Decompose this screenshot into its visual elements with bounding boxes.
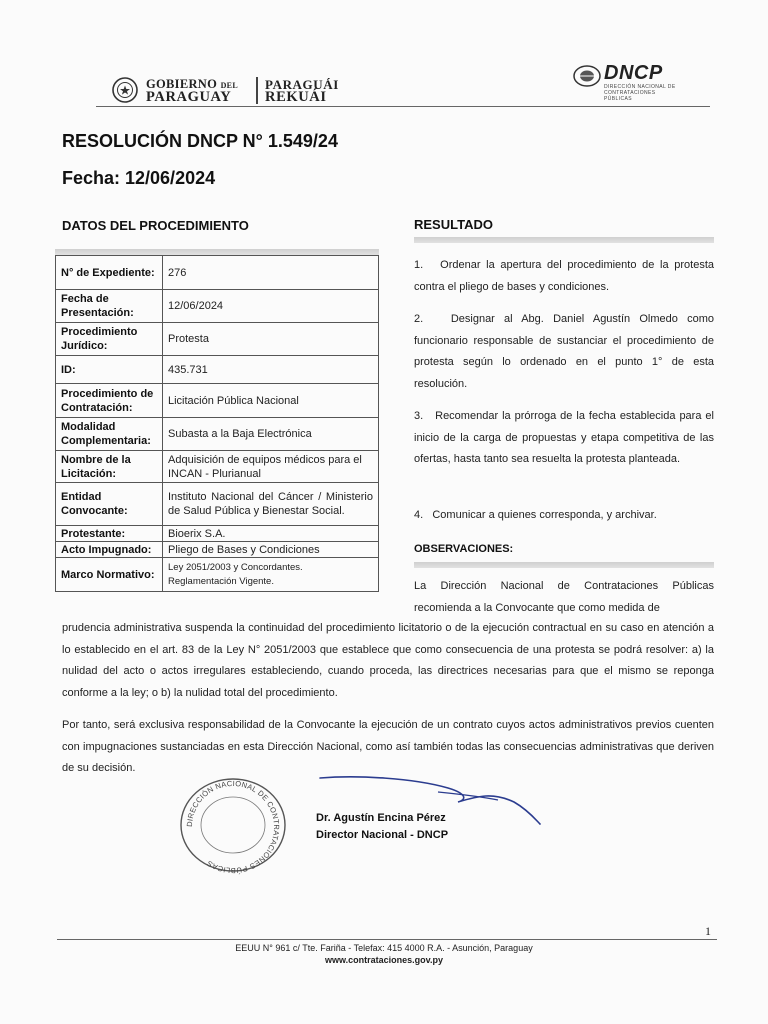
row-value: Bioerix S.A. [163,526,379,542]
row-label: Protestante: [56,526,163,542]
dncp-round-stamp [176,775,290,875]
gobierno-line-1: GOBIERNO DEL [146,77,238,91]
table-row [56,290,379,323]
row-value: Adquisición de equipos médicos para el INCAN - Plurianual [163,451,379,483]
row-value: 12/06/2024 [163,290,379,323]
table-row [56,256,379,290]
dncp-logo-name: DNCP [604,62,663,84]
header-rule [96,106,710,107]
footer-address: EEUU N° 961 c/ Tte. Fariña - Telefax: 415 4000 R.A. - Asunción, Paraguay [235,943,533,953]
footer-rule [57,939,717,940]
signatory-name: Dr. Agustín Encina Pérez [316,812,446,824]
row-value: 435.731 [163,356,379,384]
paraguai-line-2: REKUÁI [265,89,327,105]
procedure-data-table [55,255,379,592]
resultado-item: 3. Recomendar la prórroga de la fecha establecida para el inicio de la carga de propuestas y etapa competitiva de las ofertas, hasta tanto sea resuelta la protesta planteada. [414,410,714,465]
row-label: Marco Normativo: [56,558,163,592]
dncp-logo-subtitle: DIRECCIÓN NACIONAL DE CONTRATACIONES PÚBLICAS [604,84,676,102]
observaciones-paragraph-2: Por tanto, será exclusiva responsabilidad de la Convocante la ejecución de un contrato cuyos actos administrativos previos cuenten con impugnaciones sustanciadas en esta Dirección Nacional, como así también todas las consecuencias administrativas que deriven de su decisión. [62,719,714,774]
row-label: Acto Impugnado: [56,542,163,558]
resultado-heading: RESULTADO [414,217,493,232]
resultado-item: 4. Comunicar a quienes corresponda, y archivar. [414,509,657,521]
footer-website-link[interactable]: www.contrataciones.gov.py [324,955,444,965]
row-value: Subasta a la Baja Electrónica [163,418,379,451]
observaciones-paragraph-rest: prudencia administrativa suspenda la continuidad del procedimiento licitatorio o de la ejecución contractual en su caso en atención a lo establecido en el art. 83 de la Ley N° 2051/2003 que establece que como consecuencia de una protesta se podrá resolver: a) la nulidad del acto o actos irregulares estableciendo, cuando proceda, las directrices necesarias para que el mismo se reponga conforme a la ley; o b) la nulidad total del procedimiento. [62,622,714,699]
row-label: Fecha de Presentación: [56,290,163,323]
table-row [56,483,379,526]
row-value: Licitación Pública Nacional [163,384,379,418]
row-value: Protesta [163,323,379,356]
page-number: 1 [705,924,711,938]
observaciones-heading: OBSERVACIONES: [414,543,514,555]
table-row [56,558,379,592]
table-row [56,542,379,558]
row-label: Procedimiento Jurídico: [56,323,163,356]
table-row [56,451,379,483]
resolution-title: RESOLUCIÓN DNCP N° 1.549/24 [62,131,338,151]
resultado-item: 1. Ordenar la apertura del procedimiento de la protesta contra el pliego de bases y condiciones. [414,259,714,293]
header-divider [256,77,258,104]
row-value: Ley 2051/2003 y Concordantes. Reglamentación Vigente. [163,558,379,592]
stamp-text: DIRECCIÓN NACIONAL DE CONTRATACIONES PÚBLICAS [184,778,282,875]
row-label: Nombre de la Licitación: [56,451,163,483]
paraguay-seal-icon [112,77,138,103]
signatory-role: Director Nacional - DNCP [316,829,449,841]
resolution-date: Fecha: 12/06/2024 [62,168,216,188]
table-row [56,323,379,356]
resultado-heading-bar [414,237,714,243]
row-value: Pliego de Bases y Condiciones [163,542,379,558]
row-label: N° de Expediente: [56,256,163,290]
row-label: ID: [56,356,163,384]
row-label: Entidad Convocante: [56,483,163,526]
table-row [56,418,379,451]
observaciones-paragraph-start: La Dirección Nacional de Contrataciones Públicas recomienda a la Convocante que como medida de [414,580,714,614]
resultado-item: 2. Designar al Abg. Daniel Agustín Olmedo como funcionario responsable de sustanciar el procedimiento de protesta según lo ordenado en el punto 1° de esta resolución. [414,313,714,390]
row-label: Modalidad Complementaria: [56,418,163,451]
gobierno-line-2: PARAGUAY [146,89,232,105]
row-label: Procedimiento de Contratación: [56,384,163,418]
observaciones-heading-bar [414,562,714,568]
datos-heading: DATOS DEL PROCEDIMIENTO [62,218,249,233]
table-row [56,356,379,384]
paraguai-line-1: PARAGUÁI [265,77,339,92]
table-row [56,526,379,542]
dncp-emblem-icon [573,64,603,88]
table-row [56,384,379,418]
row-value: 276 [163,256,379,290]
row-value: Instituto Nacional del Cáncer / Ministerio de Salud Pública y Bienestar Social. [163,483,379,526]
